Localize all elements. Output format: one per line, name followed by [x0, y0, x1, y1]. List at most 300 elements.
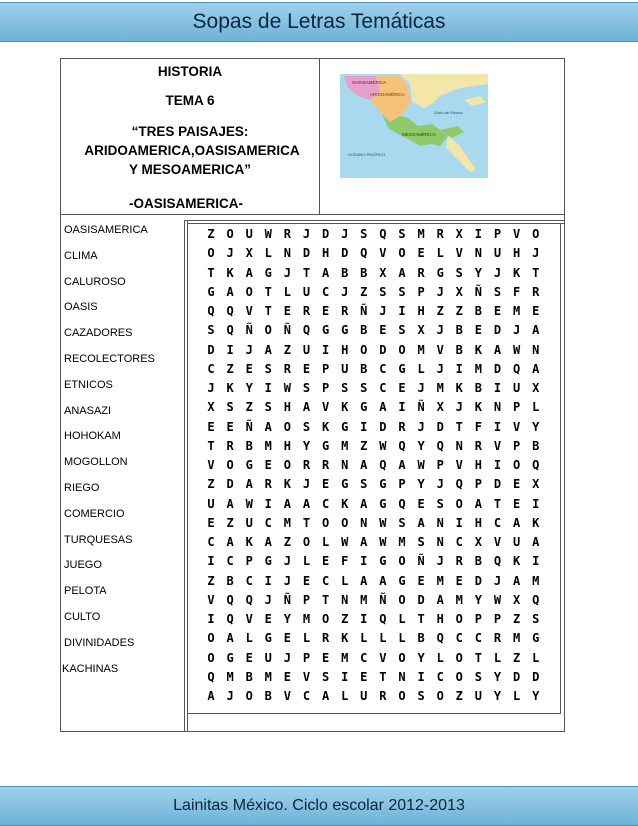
grid-letter[interactable]: I: [341, 669, 349, 684]
grid-letter[interactable]: Q: [512, 361, 521, 376]
grid-letter[interactable]: Z: [455, 689, 463, 703]
grid-letter[interactable]: U: [474, 689, 482, 703]
grid-letter[interactable]: O: [455, 496, 463, 511]
grid-letter[interactable]: Q: [532, 592, 540, 607]
grid-letter[interactable]: A: [532, 535, 540, 549]
grid-letter[interactable]: V: [245, 304, 253, 318]
grid-letter[interactable]: Z: [283, 535, 291, 549]
grid-letter[interactable]: A: [417, 515, 425, 530]
grid-letter[interactable]: R: [321, 458, 330, 472]
grid-letter[interactable]: G: [226, 650, 234, 665]
grid-letter[interactable]: E: [493, 304, 502, 318]
grid-letter[interactable]: O: [398, 342, 406, 357]
grid-letter[interactable]: M: [417, 342, 425, 357]
grid-letter[interactable]: L: [283, 284, 291, 299]
grid-letter[interactable]: Y: [493, 669, 502, 684]
grid-letter[interactable]: W: [512, 342, 521, 357]
grid-letter[interactable]: E: [264, 458, 272, 472]
grid-letter[interactable]: A: [226, 284, 234, 299]
grid-letter[interactable]: T: [302, 265, 311, 280]
grid-letter[interactable]: R: [321, 631, 330, 646]
grid-letter[interactable]: A: [512, 573, 521, 588]
grid-letter[interactable]: E: [474, 323, 482, 338]
grid-letter[interactable]: J: [207, 381, 215, 395]
grid-letter[interactable]: A: [321, 265, 330, 280]
grid-letter[interactable]: P: [302, 650, 311, 665]
grid-letter[interactable]: G: [398, 573, 406, 588]
grid-letter[interactable]: E: [321, 304, 330, 318]
grid-letter[interactable]: Q: [398, 438, 406, 453]
grid-letter[interactable]: E: [321, 650, 330, 665]
grid-letter[interactable]: Ñ: [283, 323, 291, 338]
grid-letter[interactable]: Z: [207, 477, 215, 492]
grid-letter[interactable]: A: [474, 496, 482, 511]
grid-letter[interactable]: I: [398, 304, 406, 318]
grid-letter[interactable]: E: [321, 554, 330, 569]
grid-letter[interactable]: H: [321, 246, 330, 261]
grid-letter[interactable]: P: [398, 477, 406, 492]
grid-letter[interactable]: S: [302, 419, 311, 434]
grid-letter[interactable]: W: [379, 515, 387, 530]
grid-letter[interactable]: A: [532, 361, 540, 376]
grid-letter[interactable]: Y: [283, 612, 291, 626]
grid-letter[interactable]: A: [398, 458, 406, 472]
grid-letter[interactable]: N: [436, 515, 444, 530]
grid-letter[interactable]: N: [493, 400, 502, 415]
grid-letter[interactable]: E: [302, 361, 311, 376]
grid-letter[interactable]: I: [264, 573, 272, 588]
grid-letter[interactable]: Q: [360, 246, 368, 261]
grid-letter[interactable]: Z: [226, 361, 234, 376]
grid-letter[interactable]: O: [532, 227, 540, 241]
grid-letter[interactable]: A: [302, 496, 311, 511]
grid-letter[interactable]: J: [532, 246, 540, 261]
grid-letter[interactable]: E: [379, 323, 387, 338]
grid-letter[interactable]: K: [512, 554, 521, 569]
grid-letter[interactable]: N: [436, 535, 444, 549]
grid-letter[interactable]: M: [512, 304, 521, 318]
grid-letter[interactable]: A: [532, 323, 540, 338]
grid-letter[interactable]: P: [493, 612, 502, 626]
grid-letter[interactable]: Q: [207, 669, 215, 684]
grid-letter[interactable]: M: [264, 669, 272, 684]
grid-letter[interactable]: I: [264, 496, 272, 511]
grid-letter[interactable]: G: [532, 631, 540, 646]
grid-letter[interactable]: M: [341, 438, 349, 453]
grid-letter[interactable]: M: [264, 438, 272, 453]
grid-letter[interactable]: S: [360, 381, 368, 395]
grid-letter[interactable]: R: [379, 689, 387, 703]
grid-letter[interactable]: W: [283, 381, 291, 395]
grid-letter[interactable]: K: [512, 265, 521, 280]
grid-letter[interactable]: S: [417, 689, 425, 703]
grid-letter[interactable]: A: [283, 496, 291, 511]
grid-letter[interactable]: B: [226, 573, 234, 588]
grid-letter[interactable]: D: [417, 592, 425, 607]
grid-letter[interactable]: L: [264, 246, 272, 261]
grid-letter[interactable]: G: [245, 458, 253, 472]
grid-letter[interactable]: D: [379, 419, 387, 434]
grid-letter[interactable]: P: [302, 592, 311, 607]
grid-letter[interactable]: K: [341, 496, 349, 511]
grid-letter[interactable]: Y: [474, 265, 482, 280]
grid-letter[interactable]: Z: [283, 342, 291, 357]
grid-letter[interactable]: T: [321, 592, 330, 607]
grid-letter[interactable]: Q: [493, 554, 502, 569]
grid-letter[interactable]: G: [398, 361, 406, 376]
grid-letter[interactable]: L: [302, 631, 311, 646]
grid-letter[interactable]: E: [207, 515, 215, 530]
grid-letter[interactable]: S: [360, 477, 368, 492]
grid-letter[interactable]: O: [398, 554, 406, 569]
grid-letter[interactable]: J: [341, 284, 349, 299]
grid-letter[interactable]: U: [264, 650, 272, 665]
grid-letter[interactable]: X: [532, 477, 540, 492]
grid-letter[interactable]: L: [436, 650, 444, 665]
grid-letter[interactable]: V: [493, 438, 502, 453]
grid-letter[interactable]: K: [245, 535, 253, 549]
grid-letter[interactable]: D: [532, 669, 540, 684]
grid-letter[interactable]: K: [226, 381, 234, 395]
grid-letter[interactable]: A: [321, 689, 330, 703]
grid-letter[interactable]: Z: [455, 304, 463, 318]
grid-letter[interactable]: I: [455, 515, 463, 530]
grid-letter[interactable]: R: [226, 438, 234, 453]
grid-letter[interactable]: C: [379, 381, 387, 395]
grid-letter[interactable]: F: [341, 554, 349, 569]
grid-letter[interactable]: S: [398, 227, 406, 241]
grid-letter[interactable]: C: [360, 650, 368, 665]
grid-letter[interactable]: J: [512, 323, 521, 338]
grid-letter[interactable]: X: [436, 400, 444, 415]
grid-letter[interactable]: J: [436, 323, 444, 338]
grid-letter[interactable]: J: [283, 554, 291, 569]
grid-letter[interactable]: G: [264, 631, 272, 646]
grid-letter[interactable]: J: [226, 246, 234, 261]
grid-letter[interactable]: S: [207, 323, 215, 338]
grid-letter[interactable]: U: [207, 496, 215, 511]
grid-letter[interactable]: N: [341, 592, 349, 607]
grid-letter[interactable]: M: [341, 650, 349, 665]
grid-letter[interactable]: A: [379, 400, 387, 415]
grid-letter[interactable]: C: [493, 515, 502, 530]
grid-letter[interactable]: S: [226, 400, 234, 415]
grid-letter[interactable]: C: [379, 361, 387, 376]
grid-letter[interactable]: V: [512, 419, 521, 434]
grid-letter[interactable]: J: [436, 361, 444, 376]
grid-letter[interactable]: B: [474, 381, 482, 395]
grid-letter[interactable]: K: [532, 515, 540, 530]
grid-letter[interactable]: T: [493, 496, 502, 511]
grid-letter[interactable]: I: [455, 361, 463, 376]
grid-letter[interactable]: J: [417, 381, 425, 395]
grid-letter[interactable]: Z: [341, 612, 349, 626]
grid-letter[interactable]: X: [245, 246, 253, 261]
grid-letter[interactable]: P: [512, 400, 521, 415]
grid-letter[interactable]: Q: [207, 304, 215, 318]
grid-letter[interactable]: V: [245, 612, 253, 626]
grid-letter[interactable]: O: [398, 592, 406, 607]
grid-letter[interactable]: X: [379, 265, 387, 280]
grid-letter[interactable]: C: [436, 669, 444, 684]
grid-letter[interactable]: L: [512, 689, 521, 703]
grid-letter[interactable]: P: [474, 612, 482, 626]
grid-letter[interactable]: H: [417, 304, 425, 318]
grid-letter[interactable]: B: [455, 342, 463, 357]
grid-letter[interactable]: N: [398, 669, 406, 684]
grid-letter[interactable]: H: [436, 612, 444, 626]
grid-letter[interactable]: D: [321, 227, 330, 241]
grid-letter[interactable]: A: [264, 419, 272, 434]
grid-letter[interactable]: M: [436, 381, 444, 395]
grid-letter[interactable]: M: [455, 592, 463, 607]
grid-letter[interactable]: K: [321, 419, 330, 434]
grid-letter[interactable]: B: [360, 265, 368, 280]
grid-letter[interactable]: L: [436, 246, 444, 261]
grid-letter[interactable]: Z: [207, 573, 215, 588]
grid-letter[interactable]: B: [532, 438, 540, 453]
grid-letter[interactable]: R: [283, 361, 291, 376]
grid-letter[interactable]: L: [302, 554, 311, 569]
grid-letter[interactable]: W: [379, 535, 387, 549]
grid-letter[interactable]: O: [360, 342, 368, 357]
grid-letter[interactable]: Y: [417, 477, 425, 492]
grid-letter[interactable]: I: [398, 400, 406, 415]
grid-letter[interactable]: W: [417, 458, 425, 472]
grid-letter[interactable]: E: [264, 612, 272, 626]
grid-letter[interactable]: B: [417, 631, 425, 646]
grid-letter[interactable]: X: [474, 535, 482, 549]
grid-letter[interactable]: E: [417, 246, 425, 261]
grid-letter[interactable]: R: [436, 227, 444, 241]
grid-letter[interactable]: D: [512, 669, 521, 684]
grid-letter[interactable]: E: [360, 669, 368, 684]
grid-letter[interactable]: I: [474, 227, 482, 241]
grid-letter[interactable]: O: [512, 458, 521, 472]
grid-letter[interactable]: K: [341, 400, 349, 415]
grid-letter[interactable]: O: [302, 535, 311, 549]
grid-letter[interactable]: R: [532, 284, 540, 299]
grid-letter[interactable]: Q: [455, 477, 463, 492]
grid-letter[interactable]: E: [321, 477, 330, 492]
grid-letter[interactable]: Q: [226, 323, 234, 338]
grid-letter[interactable]: I: [264, 381, 272, 395]
grid-letter[interactable]: C: [226, 554, 234, 569]
grid-letter[interactable]: A: [360, 496, 368, 511]
grid-letter[interactable]: T: [474, 650, 482, 665]
grid-letter[interactable]: E: [226, 419, 234, 434]
grid-letter[interactable]: O: [341, 515, 349, 530]
grid-letter[interactable]: K: [455, 381, 463, 395]
grid-letter[interactable]: S: [398, 284, 406, 299]
grid-letter[interactable]: A: [360, 573, 368, 588]
grid-letter[interactable]: J: [226, 689, 234, 703]
grid-letter[interactable]: Ñ: [283, 592, 291, 607]
grid-letter[interactable]: S: [417, 535, 425, 549]
grid-letter[interactable]: P: [321, 361, 330, 376]
grid-letter[interactable]: C: [302, 689, 311, 703]
grid-letter[interactable]: A: [360, 458, 368, 472]
grid-letter[interactable]: B: [245, 438, 253, 453]
grid-letter[interactable]: H: [341, 342, 349, 357]
grid-letter[interactable]: Q: [379, 227, 387, 241]
grid-letter[interactable]: J: [264, 592, 272, 607]
grid-letter[interactable]: L: [360, 631, 368, 646]
grid-letter[interactable]: J: [455, 400, 463, 415]
grid-letter[interactable]: L: [398, 612, 406, 626]
grid-letter[interactable]: B: [341, 265, 349, 280]
grid-letter[interactable]: X: [455, 284, 463, 299]
grid-letter[interactable]: L: [398, 631, 406, 646]
grid-letter[interactable]: O: [226, 227, 234, 241]
grid-letter[interactable]: Q: [398, 496, 406, 511]
grid-letter[interactable]: Ñ: [379, 592, 387, 607]
grid-letter[interactable]: Y: [532, 419, 540, 434]
grid-letter[interactable]: E: [283, 669, 291, 684]
grid-letter[interactable]: G: [341, 477, 349, 492]
grid-letter[interactable]: J: [436, 477, 444, 492]
grid-letter[interactable]: O: [283, 419, 291, 434]
grid-letter[interactable]: B: [474, 554, 482, 569]
grid-letter[interactable]: J: [493, 265, 502, 280]
grid-letter[interactable]: K: [341, 631, 349, 646]
grid-letter[interactable]: D: [493, 477, 502, 492]
grid-letter[interactable]: O: [207, 631, 215, 646]
grid-letter[interactable]: T: [207, 265, 215, 280]
grid-letter[interactable]: B: [455, 323, 463, 338]
grid-letter[interactable]: A: [226, 535, 234, 549]
grid-letter[interactable]: Q: [302, 323, 311, 338]
grid-letter[interactable]: E: [283, 304, 291, 318]
grid-letter[interactable]: R: [264, 477, 272, 492]
grid-letter[interactable]: U: [341, 361, 349, 376]
grid-letter[interactable]: A: [264, 535, 272, 549]
grid-letter[interactable]: K: [283, 477, 291, 492]
grid-letter[interactable]: E: [417, 496, 425, 511]
grid-letter[interactable]: I: [207, 612, 215, 626]
grid-letter[interactable]: D: [302, 246, 311, 261]
grid-letter[interactable]: Z: [226, 515, 234, 530]
grid-letter[interactable]: D: [379, 342, 387, 357]
grid-letter[interactable]: J: [245, 342, 253, 357]
grid-letter[interactable]: O: [226, 458, 234, 472]
grid-letter[interactable]: L: [245, 631, 253, 646]
grid-letter[interactable]: G: [264, 554, 272, 569]
grid-letter[interactable]: X: [512, 592, 521, 607]
grid-letter[interactable]: R: [302, 304, 311, 318]
grid-letter[interactable]: S: [302, 381, 311, 395]
grid-letter[interactable]: O: [283, 458, 291, 472]
grid-letter[interactable]: Y: [417, 650, 425, 665]
grid-letter[interactable]: W: [245, 496, 253, 511]
grid-letter[interactable]: U: [493, 246, 502, 261]
grid-letter[interactable]: M: [474, 361, 482, 376]
grid-letter[interactable]: I: [532, 496, 540, 511]
grid-letter[interactable]: U: [302, 284, 311, 299]
grid-letter[interactable]: E: [455, 573, 463, 588]
grid-letter[interactable]: Y: [245, 381, 253, 395]
grid-letter[interactable]: V: [379, 246, 387, 261]
grid-letter[interactable]: X: [455, 227, 463, 241]
grid-letter[interactable]: E: [512, 496, 521, 511]
grid-letter[interactable]: Q: [379, 458, 387, 472]
grid-letter[interactable]: E: [398, 381, 406, 395]
grid-letter[interactable]: V: [493, 535, 502, 549]
grid-letter[interactable]: Y: [474, 592, 482, 607]
grid-letter[interactable]: U: [245, 515, 253, 530]
grid-letter[interactable]: C: [321, 573, 330, 588]
grid-letter[interactable]: G: [341, 323, 349, 338]
grid-letter[interactable]: O: [398, 246, 406, 261]
grid-letter[interactable]: M: [532, 573, 540, 588]
grid-letter[interactable]: D: [436, 419, 444, 434]
grid-letter[interactable]: P: [512, 438, 521, 453]
grid-letter[interactable]: X: [417, 323, 425, 338]
grid-letter[interactable]: S: [532, 612, 540, 626]
grid-letter[interactable]: Ñ: [417, 554, 425, 569]
grid-letter[interactable]: J: [283, 650, 291, 665]
grid-letter[interactable]: A: [379, 573, 387, 588]
grid-letter[interactable]: T: [302, 515, 311, 530]
grid-letter[interactable]: Q: [379, 612, 387, 626]
grid-letter[interactable]: P: [417, 284, 425, 299]
grid-letter[interactable]: S: [264, 361, 272, 376]
grid-letter[interactable]: A: [512, 515, 521, 530]
grid-letter[interactable]: C: [455, 631, 463, 646]
grid-letter[interactable]: I: [226, 342, 234, 357]
grid-letter[interactable]: I: [417, 669, 425, 684]
grid-letter[interactable]: F: [474, 419, 482, 434]
grid-letter[interactable]: U: [360, 689, 368, 703]
grid-letter[interactable]: B: [264, 689, 272, 703]
grid-letter[interactable]: H: [512, 246, 521, 261]
grid-letter[interactable]: G: [321, 438, 330, 453]
grid-letter[interactable]: I: [207, 554, 215, 569]
grid-letter[interactable]: L: [321, 535, 330, 549]
grid-letter[interactable]: A: [264, 342, 272, 357]
grid-letter[interactable]: S: [398, 323, 406, 338]
grid-letter[interactable]: Y: [302, 438, 311, 453]
grid-letter[interactable]: R: [474, 438, 482, 453]
grid-letter[interactable]: F: [512, 284, 521, 299]
grid-letter[interactable]: Ñ: [360, 304, 368, 318]
grid-letter[interactable]: O: [398, 650, 406, 665]
grid-letter[interactable]: M: [512, 631, 521, 646]
grid-letter[interactable]: K: [226, 265, 234, 280]
grid-letter[interactable]: C: [474, 631, 482, 646]
grid-letter[interactable]: J: [436, 554, 444, 569]
grid-letter[interactable]: O: [455, 669, 463, 684]
grid-letter[interactable]: E: [532, 304, 540, 318]
grid-letter[interactable]: O: [264, 323, 272, 338]
grid-letter[interactable]: O: [207, 246, 215, 261]
grid-letter[interactable]: P: [474, 477, 482, 492]
grid-letter[interactable]: D: [474, 573, 482, 588]
grid-letter[interactable]: C: [264, 515, 272, 530]
grid-letter[interactable]: T: [532, 265, 540, 280]
grid-letter[interactable]: V: [455, 246, 463, 261]
grid-letter[interactable]: E: [417, 573, 425, 588]
grid-letter[interactable]: R: [417, 265, 425, 280]
grid-letter[interactable]: O: [207, 650, 215, 665]
grid-letter[interactable]: O: [321, 515, 330, 530]
grid-letter[interactable]: A: [302, 400, 311, 415]
grid-letter[interactable]: S: [264, 400, 272, 415]
grid-letter[interactable]: Ñ: [245, 419, 253, 434]
grid-letter[interactable]: G: [379, 496, 387, 511]
grid-letter[interactable]: G: [379, 554, 387, 569]
grid-letter[interactable]: M: [417, 227, 425, 241]
